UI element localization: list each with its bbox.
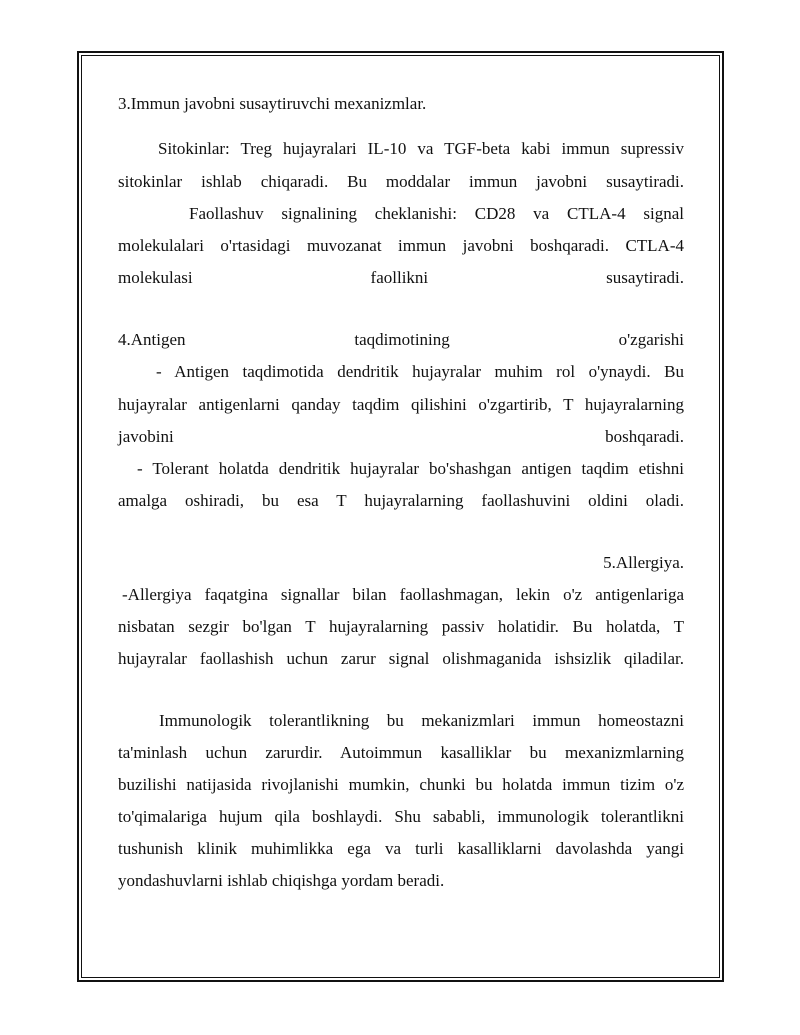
paragraph-line: to'qimalariga hujum qila boshlaydi. Shu sababli, immunologik tolerantlikni	[118, 807, 684, 826]
paragraph-line: hujayralar antigenlarni qanday taqdim qilishini o'zgartirib, T hujayralarning	[118, 395, 684, 414]
section-heading-4: 4.Antigen taqdimotining o'zgarishi	[118, 330, 684, 349]
paragraph-line: tushunish klinik muhimlikka ega va turli kasalliklarni davolashda yangi	[118, 839, 684, 858]
paragraph-line: - Tolerant holatda dendritik hujayralar bo'shashgan antigen taqdim etishni	[137, 459, 684, 478]
paragraph-line: buzilishi natijasida rivojlanishi mumkin, chunki bu holatda immun tizim o'z	[118, 775, 684, 794]
paragraph-line: -Allergiya faqatgina signallar bilan faollashmagan, lekin o'z antigenlariga	[122, 585, 684, 604]
paragraph-line: Faollashuv signalining cheklanishi: CD28 va CTLA-4 signal	[189, 204, 684, 223]
paragraph-line: ta'minlash uchun zarurdir. Autoimmun kasalliklar bu mexanizmlarning	[118, 743, 684, 762]
paragraph-line: hujayralar faollashish uchun zarur signal olishmaganida ishsizlik qiladilar.	[118, 649, 684, 668]
section-heading-3: 3.Immun javobni susaytiruvchi mexanizmlar.	[118, 94, 427, 113]
paragraph-line: Sitokinlar: Treg hujayralari IL-10 va TGF-beta kabi immun supressiv	[158, 139, 684, 158]
paragraph-line: molekulasi faollikni susaytiradi.	[118, 268, 684, 287]
paragraph-line: Immunologik tolerantlikning bu mekanizmlari immun homeostazni	[159, 711, 684, 730]
paragraph-line: sitokinlar ishlab chiqaradi. Bu moddalar immun javobni susaytiradi.	[118, 172, 684, 191]
section-heading-5: 5.Allergiya.	[603, 553, 684, 572]
paragraph-line: nisbatan sezgir bo'lgan T hujayralarning passiv holatidir. Bu holatda, T	[118, 617, 684, 636]
paragraph-line: amalga oshiradi, bu esa T hujayralarning faollashuvini oldini oladi.	[118, 491, 684, 510]
paragraph-line: yondashuvlarni ishlab chiqishga yordam beradi.	[118, 871, 445, 890]
paragraph-line: - Antigen taqdimotida dendritik hujayralar muhim rol o'ynaydi. Bu	[156, 362, 684, 381]
paragraph-line: javobini boshqaradi.	[118, 427, 684, 446]
paragraph-line: molekulalari o'rtasidagi muvozanat immun javobni boshqaradi. CTLA-4	[118, 236, 684, 255]
